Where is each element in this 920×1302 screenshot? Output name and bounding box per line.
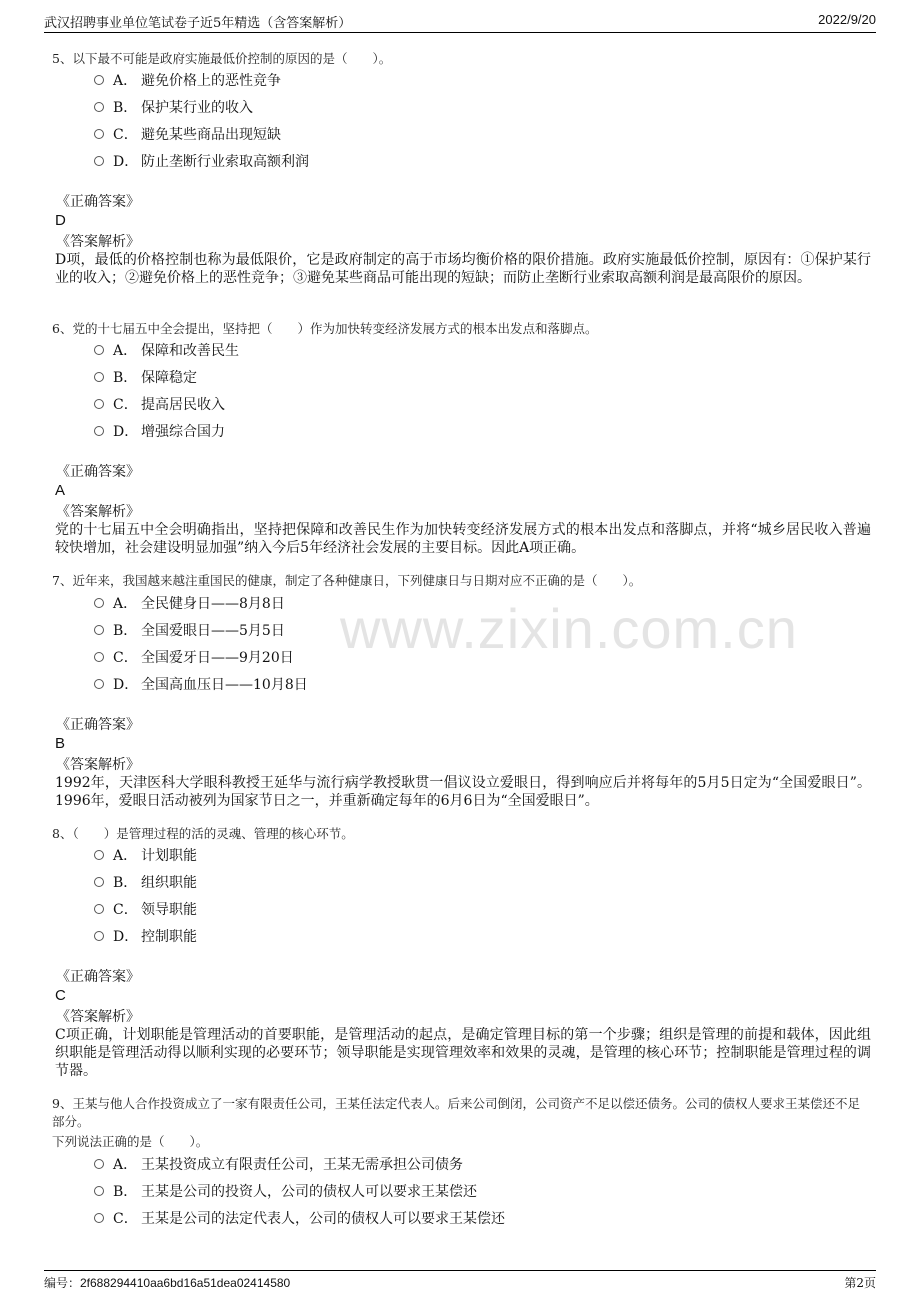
question-7-option-d[interactable]: D． 全国高血压日——10月8日 <box>94 675 308 695</box>
radio-icon[interactable] <box>94 399 104 409</box>
analysis-label: 《答案解析》 <box>56 504 140 520</box>
radio-icon[interactable] <box>94 426 104 436</box>
question-5-option-b[interactable]: B． 保护某行业的收入 <box>94 98 253 118</box>
question-6-analysis: 党的十七届五中全会明确指出，坚持把保障和改善民生作为加快转变经济发展方式的根本出发点和落脚点，并将“城乡居民收入普遍较快增加，社会建设明显加强”纳入今后5年经济社会发展的主要目标。因此A项正确。 <box>55 522 871 556</box>
radio-icon[interactable] <box>94 1159 104 1169</box>
radio-icon[interactable] <box>94 75 104 85</box>
radio-icon[interactable] <box>94 652 104 662</box>
page-number: 第2页 <box>844 1276 876 1290</box>
radio-icon[interactable] <box>94 102 104 112</box>
radio-icon[interactable] <box>94 345 104 355</box>
radio-icon[interactable] <box>94 904 104 914</box>
radio-icon[interactable] <box>94 1186 104 1196</box>
radio-icon[interactable] <box>94 850 104 860</box>
question-6-option-a[interactable]: A． 保障和改善民生 <box>94 341 239 361</box>
document-title: 武汉招聘事业单位笔试卷子近5年精选（含答案解析） <box>44 16 352 31</box>
radio-icon[interactable] <box>94 598 104 608</box>
answer-label: 《正确答案》 <box>56 194 140 210</box>
question-8-option-a[interactable]: A． 计划职能 <box>94 846 197 866</box>
radio-icon[interactable] <box>94 679 104 689</box>
page-header <box>44 10 876 33</box>
analysis-label: 《答案解析》 <box>56 757 140 773</box>
page-footer <box>44 1270 876 1293</box>
radio-icon[interactable] <box>94 156 104 166</box>
question-7-stem: 7、近年来，我国越来越注重国民的健康，制定了各种健康日，下列健康日与日期对应不正确的是（ ）。 <box>52 573 642 588</box>
question-8-stem: 8、（ ）是管理过程的活的灵魂、管理的核心环节。 <box>52 826 354 841</box>
question-5-answer: D <box>55 212 66 229</box>
question-6-answer: A <box>55 482 66 499</box>
answer-label: 《正确答案》 <box>56 969 140 985</box>
question-5-analysis: D项，最低的价格控制也称为最低限价，它是政府制定的高于市场均衡价格的限价措施。政府实施最低价控制，原因有：①保护某行业的收入；②避免价格上的恶性竞争；③避免某些商品可能出现的短缺；而防止垄断行业索取高额利润是最高限价的原因。 <box>55 252 871 286</box>
question-7-analysis: 1992年，天津医科大学眼科教授王延华与流行病学教授耿贯一倡议设立爱眼日，得到响应后并将每年的5月5日定为“全国爱眼日”。1996年，爱眼日活动被列为国家节日之一，并重新确定每年的6月6日为“全国爱眼日”。 <box>55 775 871 809</box>
question-8-answer: C <box>55 987 66 1004</box>
radio-icon[interactable] <box>94 129 104 139</box>
document-date: 2022/9/20 <box>818 12 876 27</box>
question-8-option-c[interactable]: C． 领导职能 <box>94 900 197 920</box>
question-5-option-d[interactable]: D． 防止垄断行业索取高额利润 <box>94 152 309 172</box>
question-5-stem: 5、以下最不可能是政府实施最低价控制的原因的是（ ）。 <box>52 51 392 66</box>
question-5-option-a[interactable]: A． 避免价格上的恶性竞争 <box>94 71 281 91</box>
radio-icon[interactable] <box>94 372 104 382</box>
question-9-option-c[interactable]: C． 王某是公司的法定代表人，公司的债权人可以要求王某偿还 <box>94 1209 505 1229</box>
question-7-option-a[interactable]: A． 全民健身日——8月8日 <box>94 594 285 614</box>
answer-label: 《正确答案》 <box>56 464 140 480</box>
radio-icon[interactable] <box>94 625 104 635</box>
question-6-option-b[interactable]: B． 保障稳定 <box>94 368 197 388</box>
question-6-option-c[interactable]: C． 提高居民收入 <box>94 395 225 415</box>
question-9-option-a[interactable]: A． 王某投资成立有限责任公司，王某无需承担公司债务 <box>94 1155 463 1175</box>
question-9-option-b[interactable]: B． 王某是公司的投资人，公司的债权人可以要求王某偿还 <box>94 1182 477 1202</box>
question-9-prompt: 下列说法正确的是（ ）。 <box>52 1134 209 1149</box>
question-5-option-c[interactable]: C． 避免某些商品出现短缺 <box>94 125 281 145</box>
question-6-stem: 6、党的十七届五中全会提出，坚持把（ ）作为加快转变经济发展方式的根本出发点和落脚点。 <box>52 321 598 336</box>
question-7-answer: B <box>55 735 66 752</box>
question-8-option-d[interactable]: D． 控制职能 <box>94 927 197 947</box>
watermark: www.zixin.com.cn <box>340 597 798 660</box>
question-8-analysis: C项正确，计划职能是管理活动的首要职能，是管理活动的起点，是确定管理目标的第一个步骤；组织是管理的前提和载体，因此组织职能是管理活动得以顺利实现的必要环节；领导职能是实现管理效率和效果的灵魂，是管理的核心环节；控制职能是管理过程的调节器。 <box>55 1027 871 1079</box>
question-7-option-b[interactable]: B． 全国爱眼日——5月5日 <box>94 621 285 641</box>
radio-icon[interactable] <box>94 877 104 887</box>
question-9-stem: 9、王某与他人合作投资成立了一家有限责任公司，王某任法定代表人。后来公司倒闭，公司资产不足以偿还债务。公司的债权人要求王某偿还不足部分。 <box>52 1096 860 1129</box>
question-8-option-b[interactable]: B． 组织职能 <box>94 873 197 893</box>
question-6-option-d[interactable]: D． 增强综合国力 <box>94 422 225 442</box>
analysis-label: 《答案解析》 <box>56 234 140 250</box>
document-code: 编号：2f688294410aa6bd16a51dea02414580 <box>44 1276 291 1290</box>
radio-icon[interactable] <box>94 1213 104 1223</box>
answer-label: 《正确答案》 <box>56 717 140 733</box>
question-7-option-c[interactable]: C． 全国爱牙日——9月20日 <box>94 648 294 668</box>
analysis-label: 《答案解析》 <box>56 1009 140 1025</box>
radio-icon[interactable] <box>94 931 104 941</box>
